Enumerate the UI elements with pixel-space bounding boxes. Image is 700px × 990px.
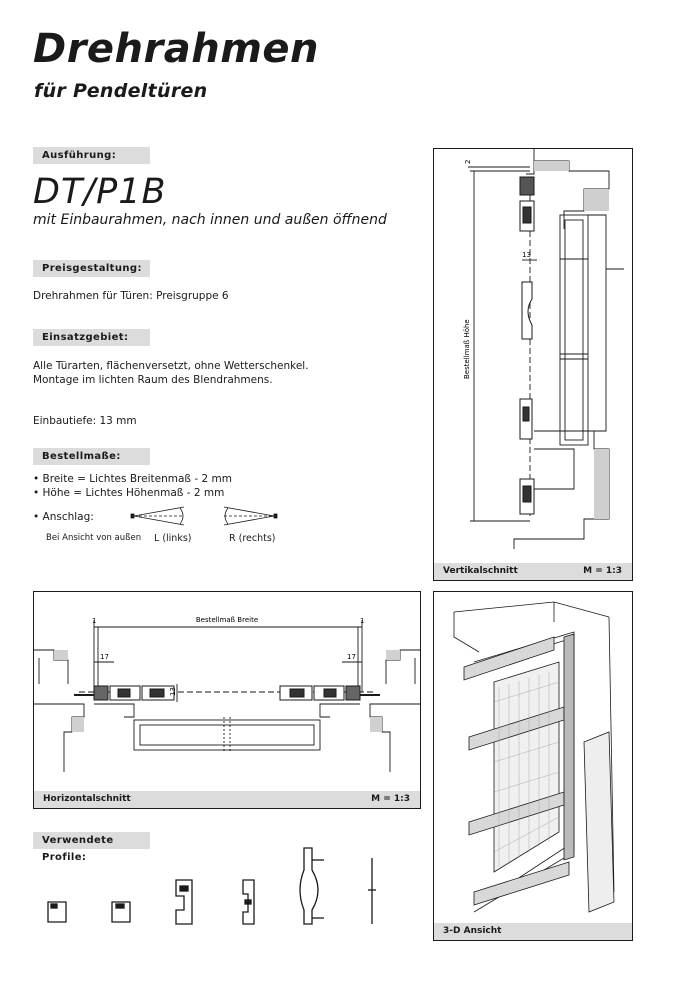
profile-icons [40, 840, 400, 935]
ausfuehrung-label: Ausführung: [33, 147, 150, 164]
bestellmasse-breite: • Breite = Lichtes Breitenmaß - 2 mm [33, 473, 232, 485]
ansicht3d-panel [433, 591, 633, 941]
anschlag-label: • Anschlag: [33, 511, 94, 523]
page-title: Drehrahmen [33, 26, 320, 72]
einsatz-label: Einsatzgebiet: [33, 329, 150, 346]
vertikalschnitt-panel [433, 148, 633, 581]
horizontal-scale: M = 1:3 [371, 794, 410, 804]
einsatz-line1: Alle Türarten, flächenversetzt, ohne Wetterschenkel. [33, 360, 309, 372]
vert-dim-top: 2 [464, 159, 472, 164]
vertikal-scale: M = 1:3 [583, 566, 622, 576]
horiz-dim-left-1: 1 [92, 617, 97, 625]
vertikalschnitt-drawing [434, 149, 632, 563]
ansicht3d-drawing [434, 592, 632, 923]
model-description: mit Einbaurahmen, nach innen und außen öffnend [33, 212, 387, 228]
model-code: DT/P1B [33, 172, 167, 212]
preis-text: Drehrahmen für Türen: Preisgruppe 6 [33, 290, 229, 302]
einbautiefe: Einbautiefe: 13 mm [33, 415, 137, 427]
vertikal-footer-label: Vertikalschnitt [443, 566, 518, 576]
horizontalschnitt-drawing [34, 592, 420, 791]
profile-label: Verwendete Profile: [33, 832, 150, 849]
horiz-dim-right-17: 17 [347, 653, 356, 661]
preis-label: Preisgestaltung: [33, 260, 150, 277]
bestellmasse-hoehe: • Höhe = Lichtes Höhenmaß - 2 mm [33, 487, 225, 499]
horiz-dim-label: Bestellmaß Breite [195, 616, 259, 624]
vert-dim-depth: 13 [522, 251, 531, 259]
ansicht3d-footer-label: 3-D Ansicht [443, 926, 502, 936]
page-subtitle: für Pendeltüren [34, 80, 208, 102]
horizontalschnitt-panel [33, 591, 421, 809]
horiz-dim-left-17: 17 [100, 653, 109, 661]
horiz-dim-13: 13 [169, 687, 177, 696]
einsatz-line2: Montage im lichten Raum des Blendrahmens. [33, 374, 273, 386]
anschlag-rechts: R (rechts) [229, 533, 276, 544]
ansicht-text: Bei Ansicht von außen [46, 533, 142, 543]
anschlag-diagram [120, 502, 290, 530]
bestellmasse-label: Bestellmaße: [33, 448, 150, 465]
vert-dim-label: Bestellmaß Höhe [463, 319, 471, 379]
anschlag-links: L (links) [154, 533, 192, 544]
horiz-dim-right-1: 1 [360, 617, 365, 625]
horizontal-footer-label: Horizontalschnitt [43, 794, 131, 804]
